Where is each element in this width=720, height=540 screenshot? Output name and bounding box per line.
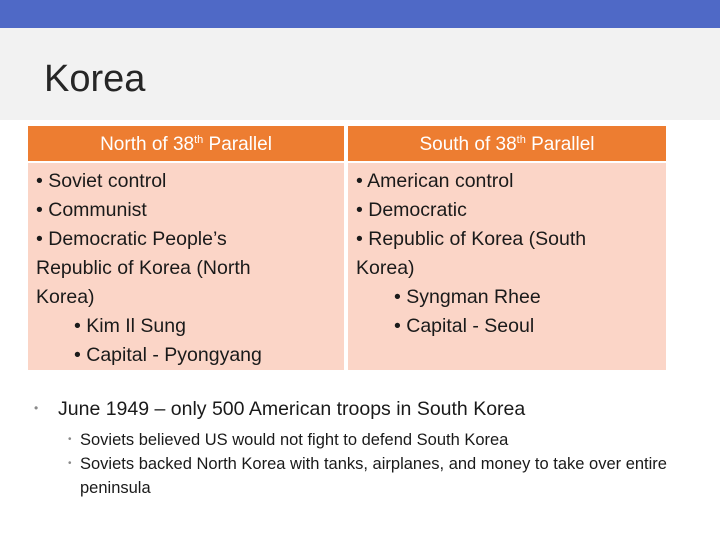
- north-column: [28, 126, 344, 370]
- bullet-dot-icon: •: [34, 401, 39, 415]
- north-header-post: Parallel: [203, 134, 272, 155]
- main-bullet-text: June 1949 – only 500 American troops in South Korea: [58, 398, 526, 420]
- south-text: [356, 167, 662, 341]
- north-cell: [28, 163, 344, 370]
- south-header: [348, 126, 666, 161]
- main-bullet: [34, 395, 684, 422]
- north-sub-line: • Kim Il Sung: [74, 315, 186, 337]
- north-line: Republic of Korea (North: [36, 257, 251, 279]
- north-line: • Democratic People’s: [36, 228, 227, 250]
- south-line: • Republic of Korea (South: [356, 228, 587, 250]
- north-line: Korea): [36, 286, 95, 308]
- south-column: [348, 126, 666, 370]
- bullet-dot-icon: •: [68, 434, 72, 445]
- south-line: • American control: [356, 170, 514, 192]
- comparison-table: [28, 126, 666, 370]
- sub-bullet-text: Soviets believed US would not fight to defend South Korea: [80, 431, 509, 449]
- slide-title: Korea: [44, 58, 146, 100]
- north-header-sup: th: [194, 134, 204, 146]
- sub-bullet: [34, 452, 684, 500]
- top-accent-bar: [0, 0, 720, 28]
- south-header-sup: th: [516, 134, 526, 146]
- south-header-post: Parallel: [525, 134, 595, 155]
- bullet-dot-icon: •: [68, 458, 72, 469]
- north-line: • Communist: [36, 199, 147, 221]
- north-header: [28, 126, 344, 161]
- bullet-list: [34, 395, 684, 500]
- south-line: • Democratic: [356, 199, 467, 221]
- north-header-pre: North of 38: [100, 134, 195, 155]
- south-sub-line: • Capital - Seoul: [394, 315, 535, 337]
- sub-bullet-list: [34, 428, 684, 500]
- sub-bullet-text: Soviets backed North Korea with tanks, airplanes, and money to take over entire peninsula: [80, 455, 667, 497]
- south-header-pre: South of 38: [419, 134, 517, 155]
- sub-bullet: [34, 428, 684, 452]
- north-line: • Soviet control: [36, 170, 167, 192]
- north-sub-line: • Capital - Pyongyang: [74, 344, 262, 366]
- north-text: [36, 167, 340, 370]
- south-sub-line: • Syngman Rhee: [394, 286, 541, 308]
- south-line: Korea): [356, 257, 415, 279]
- south-cell: [348, 163, 666, 370]
